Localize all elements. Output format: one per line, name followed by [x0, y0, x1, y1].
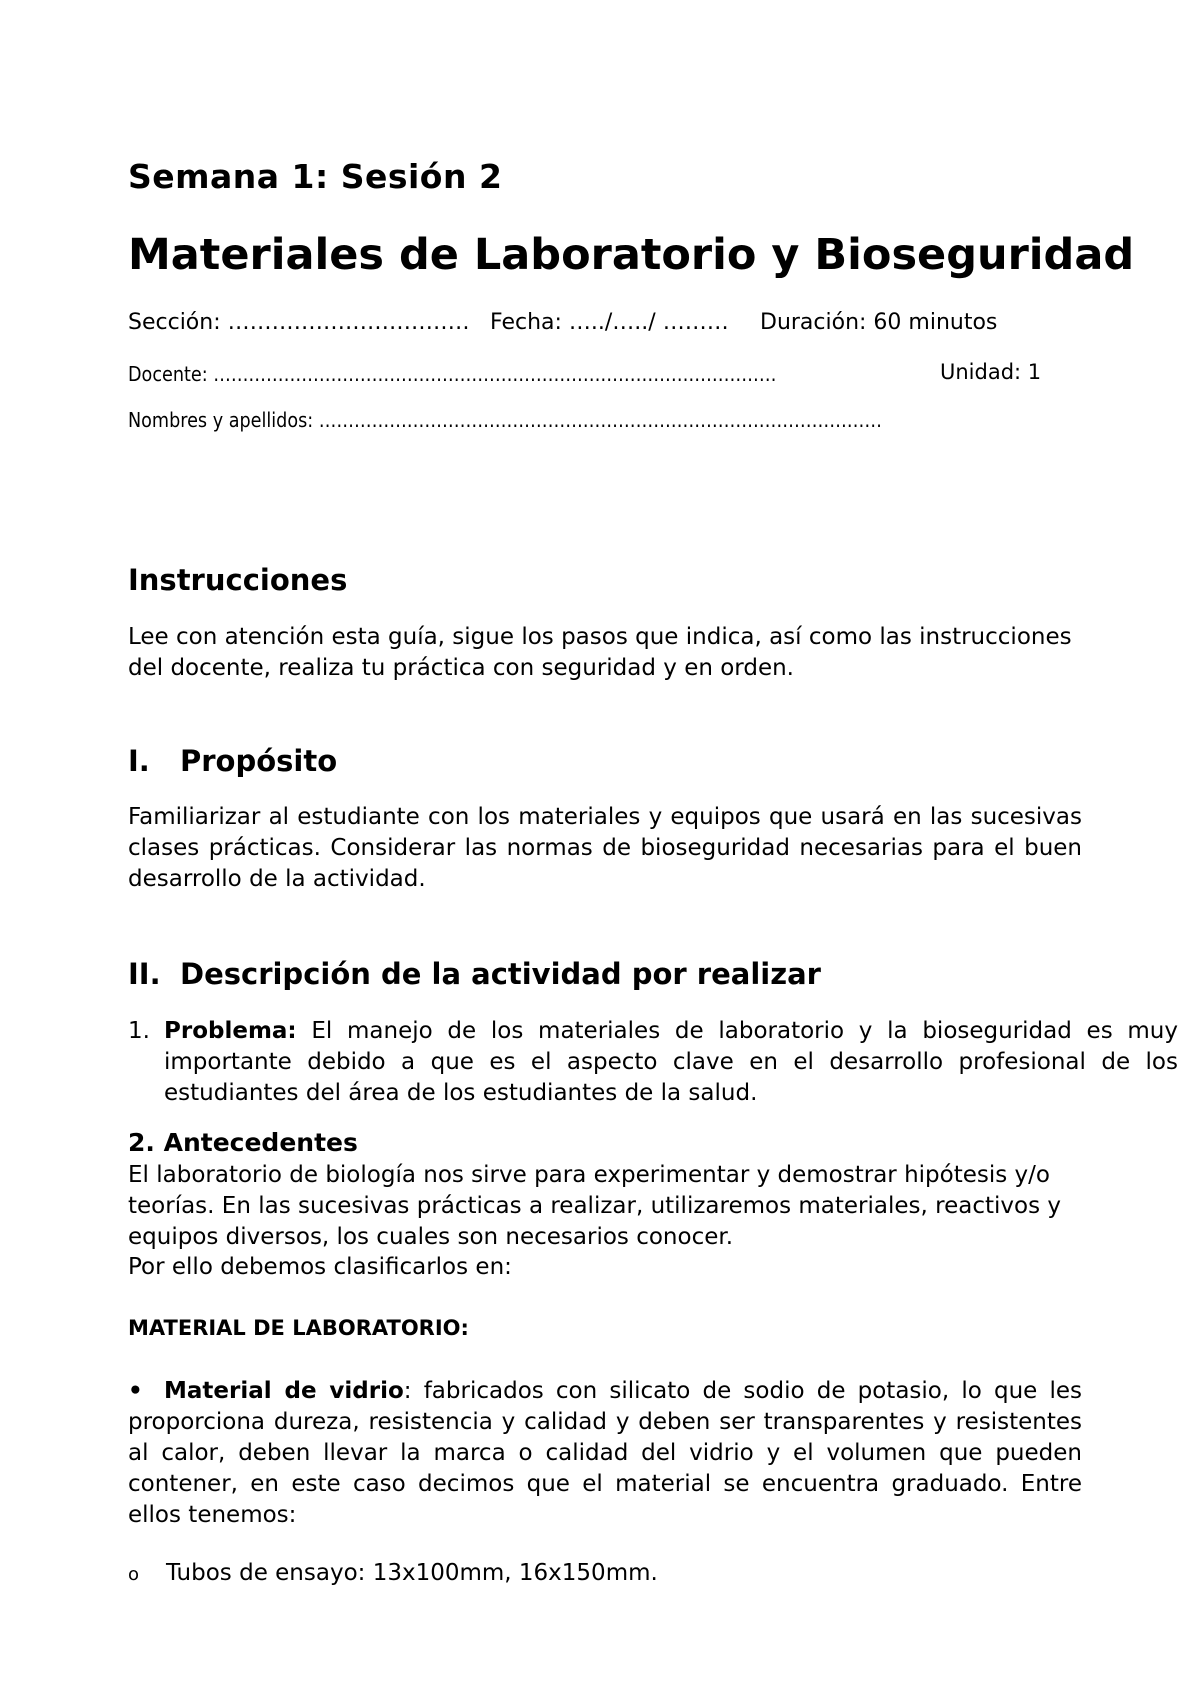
problem-content	[164, 1016, 1178, 1109]
activity-heading	[128, 957, 821, 991]
bullet-icon: •	[128, 1378, 143, 1404]
teacher-field: Docente: ……………………………………………………………………………………	[128, 362, 777, 386]
document-title: Materiales de Laboratorio y Bioseguridad	[128, 230, 1135, 280]
problem-marker: 1.	[128, 1018, 150, 1044]
glass-material-item	[128, 1376, 1082, 1531]
problem-label: Problema:	[164, 1018, 297, 1044]
purpose-heading-text: Propósito	[180, 744, 338, 778]
activity-numeral: II.	[128, 957, 161, 991]
problem-text: El manejo de los materiales de laboratorio y la bioseguridad es muy importante debido a que es el aspecto clave en el desarrollo profesional de los estudiantes del área de los estudiantes de la salud.	[164, 1018, 1178, 1106]
glass-label: Material de vidrio	[164, 1378, 404, 1404]
week-session-title: Semana 1: Sesión 2	[128, 157, 503, 196]
unit-field: Unidad: 1	[940, 360, 1042, 384]
circle-bullet-icon: o	[128, 1564, 140, 1585]
glass-text: : fabricados con silicato de sodio de potasio, lo que les proporciona dureza, resistencia y calidad y deben ser transparentes y resistentes al calor, deben llevar la marca o calidad del vidrio y el volumen que pueden contener, en este caso decimos que el material se encuentra graduado. Entre ellos tenemos:	[128, 1378, 1082, 1528]
date-field: Fecha: …../…../ ………	[490, 310, 729, 335]
names-field: Nombres y apellidos: ……………………………………………………………………………………	[128, 408, 882, 432]
section-field: Sección: ……………………………	[128, 310, 470, 335]
instructions-heading: Instrucciones	[128, 563, 348, 597]
purpose-text: Familiarizar al estudiante con los materiales y equipos que usará en las sucesivas clases prácticas. Considerar las normas de bioseguridad necesarias para el buen desarrollo de la actividad.	[128, 804, 1082, 892]
tube-text: Tubos de ensayo: 13x100mm, 16x150mm.	[166, 1560, 658, 1586]
purpose-heading	[128, 744, 337, 778]
background-heading: 2. Antecedentes	[128, 1128, 358, 1157]
purpose-numeral: I.	[128, 744, 150, 778]
duration-field: Duración: 60 minutos	[760, 310, 998, 335]
classify-text: Por ello debemos clasificarlos en:	[128, 1254, 512, 1280]
material-heading: MATERIAL DE LABORATORIO:	[128, 1316, 469, 1340]
tube-item	[128, 1560, 658, 1586]
activity-heading-text: Descripción de la actividad por realizar	[180, 957, 821, 991]
background-text: El laboratorio de biología nos sirve para experimentar y demostrar hipótesis y/o teorías. En las sucesivas prácticas a realizar, utilizaremos materiales, reactivos y equipos diversos, los cuales son necesarios conocer.	[128, 1162, 1061, 1250]
problem-item	[128, 1016, 1178, 1109]
instructions-text: Lee con atención esta guía, sigue los pasos que indica, así como las instrucciones del docente, realiza tu práctica con seguridad y en orden.	[128, 624, 1072, 681]
